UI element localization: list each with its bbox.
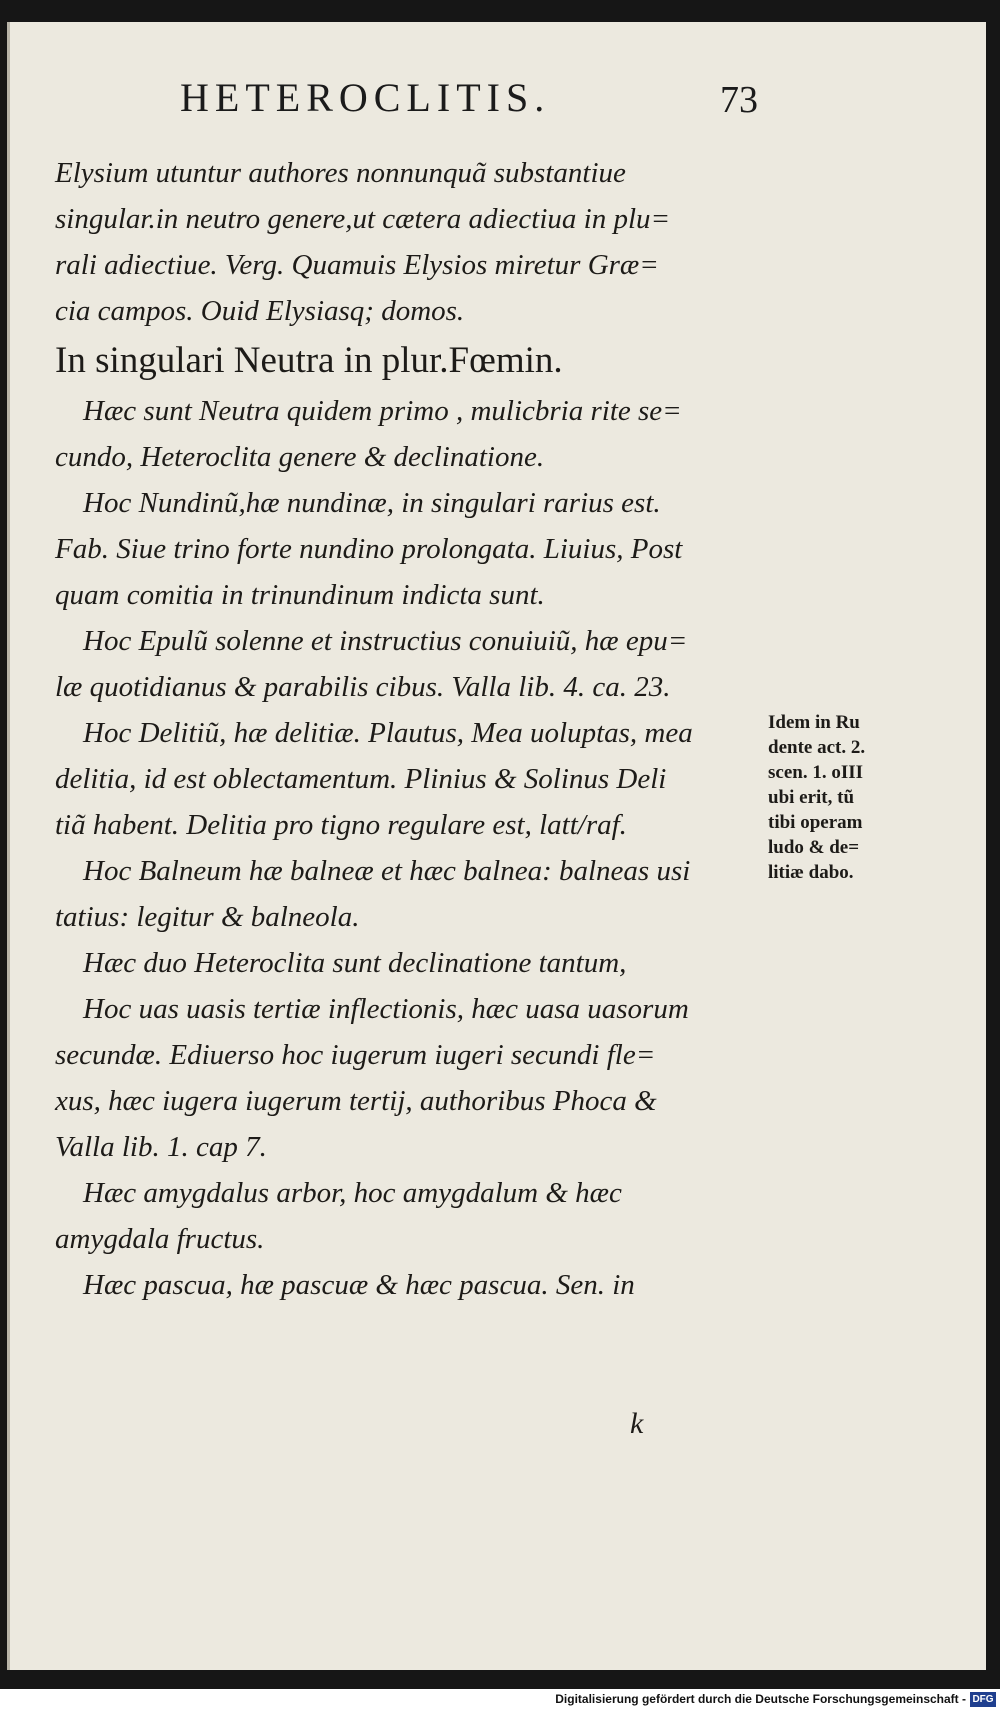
text-line: delitia, id est oblectamentum. Plinius & Solinus Deli (55, 763, 667, 795)
text-line: Hoc Balneum hæ balneæ et hæc balnea: balneas usi (83, 855, 691, 887)
text-line: tiã habent. Delitia pro tigno regulare est, latt/raf. (55, 809, 627, 841)
text-line: tatius: legitur & balneola. (55, 901, 360, 933)
text-line: Valla lib. 1. cap 7. (55, 1131, 267, 1163)
marginal-note-line: Idem in Ru (768, 712, 860, 733)
text-line: Hæc duo Heteroclita sunt declinatione tantum, (83, 947, 627, 979)
text-line: Hæc amygdalus arbor, hoc amygdalum & hæc (83, 1177, 622, 1209)
running-head: HETEROCLITIS. (180, 75, 551, 120)
text-line: Hæc sunt Neutra quidem primo , mulicbria rite se= (83, 395, 682, 427)
text-line: Hoc uas uasis tertiæ inflectionis, hæc uasa uasorum (83, 993, 689, 1025)
text-line: quam comitia in trinundinum indicta sunt. (55, 579, 545, 611)
marginal-note (768, 710, 918, 885)
marginal-note-line: tibi operam (768, 812, 863, 833)
dfg-logo: DFG (970, 1692, 996, 1707)
page-header (180, 74, 830, 134)
marginal-note-line: ludo & de= (768, 837, 860, 858)
marginal-note-line: scen. 1. oIII (768, 762, 864, 783)
marginal-note-line: ubi erit, tũ (768, 787, 855, 808)
text-line: Elysium utuntur authores nonnunquã substantiue (55, 157, 626, 189)
body-text (55, 150, 770, 1308)
text-line: Hoc Nundinũ,hæ nundinæ, in singulari rarius est. (83, 487, 661, 519)
text-line: amygdala fructus. (55, 1223, 265, 1255)
funding-notice: Digitalisierung gefördert durch die Deutsche Forschungsgemeinschaft - (555, 1692, 966, 1706)
section-heading: In singulari Neutra in plur.Fœmin. (55, 340, 563, 381)
page-number: 73 (720, 79, 758, 121)
text-line: cundo, Heteroclita genere & declinatione. (55, 441, 545, 473)
text-line: Fab. Siue trino forte nundino prolongata. Liuius, Post (55, 533, 683, 565)
book-page (7, 22, 986, 1670)
marginal-note-line: litiæ dabo. (768, 862, 854, 883)
text-line: cia campos. Ouid Elysiasq; domos. (55, 295, 465, 327)
text-line: secundæ. Ediuerso hoc iugerum iugeri secundi fle= (55, 1039, 656, 1071)
catchword: k (630, 1407, 644, 1440)
text-line: Hoc Delitiũ, hæ delitiæ. Plautus, Mea uoluptas, mea (83, 717, 693, 749)
text-line: læ quotidianus & parabilis cibus. Valla lib. 4. ca. 23. (55, 671, 671, 703)
marginal-note-line: dente act. 2. (768, 737, 866, 758)
text-line: singular.in neutro genere,ut cætera adiectiua in plu= (55, 203, 671, 235)
text-line: Hoc Epulũ solenne et instructius conuiuiũ, hæ epu= (83, 625, 688, 657)
footer-bar (0, 1689, 1000, 1711)
text-line: rali adiectiue. Verg. Quamuis Elysios miretur Græ= (55, 249, 659, 281)
text-line: xus, hæc iugera iugerum tertij, authoribus Phoca & (55, 1085, 657, 1117)
text-line: Hæc pascua, hæ pascuæ & hæc pascua. Sen. in (83, 1269, 635, 1301)
